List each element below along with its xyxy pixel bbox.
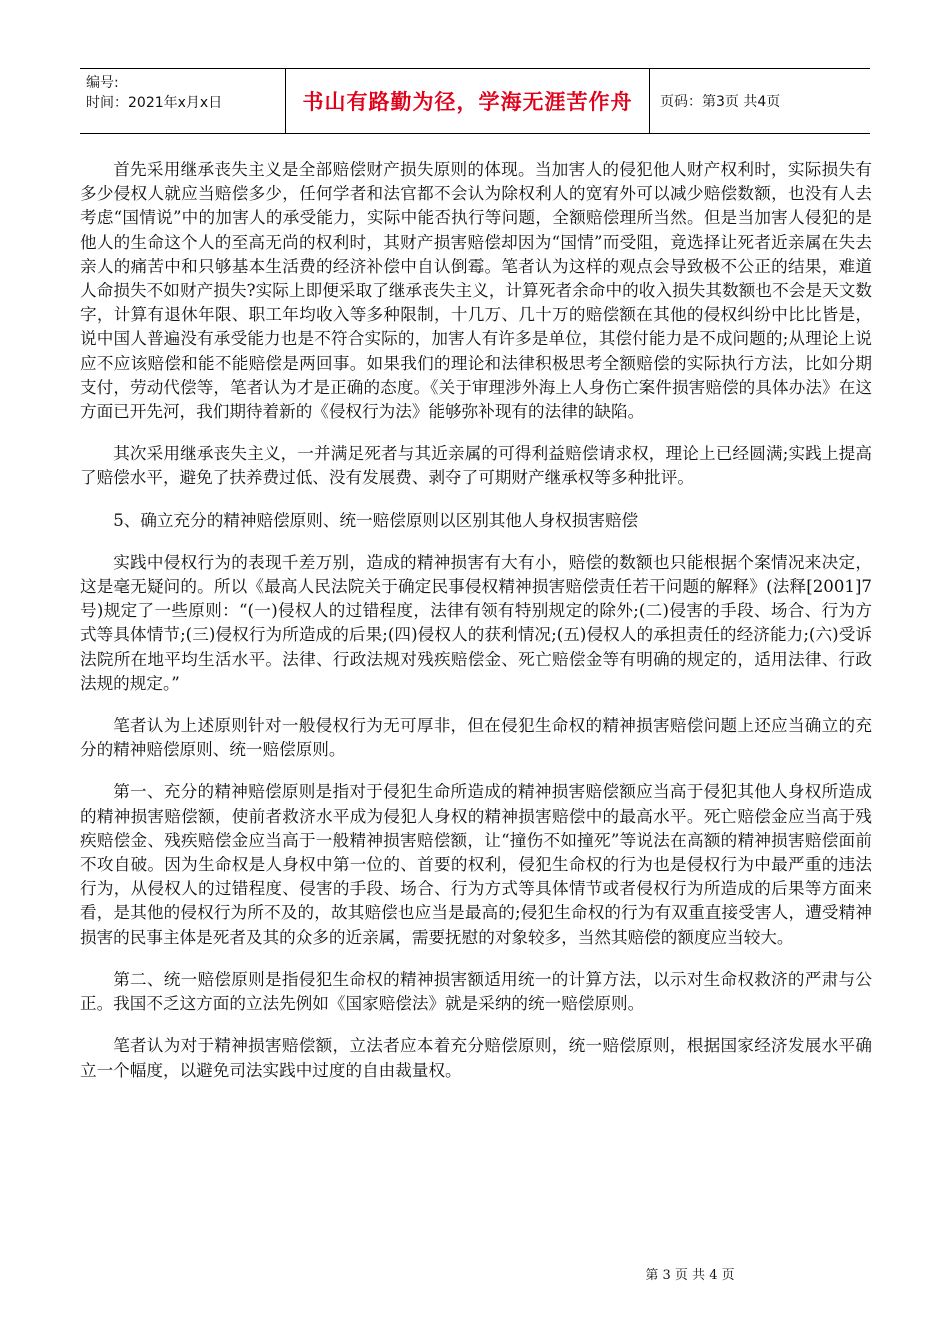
document-time-label: 时间：2021年x月x日 [86, 95, 223, 111]
paragraph: 第一、充分的精神赔偿原则是指对于侵犯生命所造成的精神损害赔偿额应当高于侵犯其他人身权所造成的精神损害赔偿额，使前者救济水平成为侵犯人身权的精神损害赔偿中的最高水平。死亡赔偿金应当高于残疾赔偿金、残疾赔偿金应当高于一般精神损害赔偿额，让“撞伤不如撞死”等说法在高额的精神损害赔偿面前不攻自破。因为生命权是人身权中第一位的、首要的权利，侵犯生命权的行为也是侵权行为中最严重的违法行为，从侵权人的过错程度、侵害的手段、场合、行为方式等具体情节或者侵权行为所造成的后果等方面来看，是其他的侵权行为所不及的，故其赔偿也应当是最高的;侵犯生命权的行为有双重直接受害人，遭受精神损害的民事主体是死者及其的众多的近亲属，需要抚慰的对象较多，当然其赔偿的额度应当较大。 [80, 782, 872, 947]
paragraph: 实践中侵权行为的表现千差万别，造成的精神损害有大有小，赔偿的数额也只能根据个案情况来决定，这是毫无疑问的。所以《最高人民法院关于确定民事侵权精神损害赔偿责任若干问题的解释》(法释[2001]7号)规定了一些原则：“(一)侵权人的过错程度，法律有领有特别规定的除外;(二)侵害的手段、场合、行为方式等具体情节;(三)侵权行为所造成的后果;(四)侵权人的获利情况;(五)侵权人的承担责任的经济能力;(六)受诉法院所在地平均生活水平。法律、行政法规对残疾赔偿金、死亡赔偿金等有明确的规定的，适用法律、行政法规的规定。” [80, 552, 872, 693]
paragraph: 首先采用继承丧失主义是全部赔偿财产损失原则的体现。当加害人的侵犯他人财产权利时，实际损失有多少侵权人就应当赔偿多少，任何学者和法官都不会认为除权利人的宽宥外可以减少赔偿数额，也没有人去考虑“国情说”中的加害人的承受能力，实际中能否执行等问题，全额赔偿理所当然。但是当加害人侵犯的是他人的生命这个人的至高无尚的权利时，其财产损害赔偿却因为“国情”而受阻，竟选择让死者近亲属在失去亲人的痛苦中和只够基本生活费的经济补偿中自认倒霉。笔者认为这样的观点会导致极不公正的结果，难道人命损失不如财产损失?实际上即便采取了继承丧失主义，计算死者余命中的收入损失其数额也不会是天文数字，计算有退休年限、职工年均收入等多种限制，十几万、几十万的赔偿额在其他的侵权纠纷中比比皆是，说中国人普遍没有承受能力也是不符合实际的，加害人有许多是单位，其偿付能力是不成问题的;从理论上说应不应该赔偿和能不能赔偿是两回事。如果我们的理论和法律积极思考全额赔偿的实际执行方法，比如分期支付，劳动代偿等，笔者认为才是正确的态度。《关于审理涉外海上人身伤亡案件损害赔偿的具体办法》在这方面已开先河，我们期待着新的《侵权行为法》能够弥补现有的法律的缺陷。 [80, 160, 872, 422]
paragraph: 笔者认为对于精神损害赔偿额，立法者应本着充分赔偿原则，统一赔偿原则，根据国家经济发展水平确立一个幅度，以避免司法实践中过度的自由裁量权。 [80, 1036, 872, 1080]
paragraph: 第二、统一赔偿原则是指侵犯生命权的精神损害额适用统一的计算方法，以示对生命权救济的严肃与公正。我国不乏这方面的立法先例如《国家赔偿法》就是采纳的统一赔偿原则。 [80, 969, 872, 1014]
page-header [80, 68, 870, 134]
paragraph: 其次采用继承丧失主义，一并满足死者与其近亲属的可得利益赔偿请求权，理论上已经圆满;实践上提高了赔偿水平，避免了扶养费过低、没有发展费、剥夺了可期财产继承权等多种批评。 [80, 444, 872, 488]
header-meta [80, 69, 286, 133]
document-body [80, 158, 872, 1101]
page-footer: 第 3 页 共 4 页 [645, 1268, 735, 1283]
header-page-number: 页码：第3页 共4页 [660, 94, 781, 110]
paragraph: 笔者认为上述原则针对一般侵权行为无可厚非，但在侵犯生命权的精神损害赔偿问题上还应当确立的充分的精神赔偿原则、统一赔偿原则。 [80, 716, 872, 760]
header-motto: 书山有路勤为径，学海无涯苦作舟 [286, 69, 650, 133]
document-number-label: 编号: [86, 75, 119, 91]
section-heading: 5、确立充分的精神赔偿原则、统一赔偿原则以区别其他人身权损害赔偿 [113, 510, 639, 530]
